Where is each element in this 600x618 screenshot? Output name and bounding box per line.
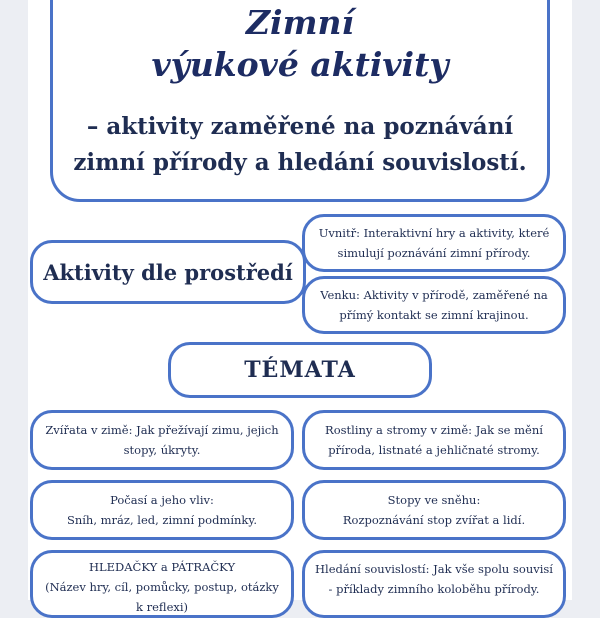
inside-line-1: Uvnitř: Interaktivní hry a aktivity, které <box>318 226 550 240</box>
title-box <box>50 0 550 202</box>
outside-line-1: Venku: Aktivity v přírodě, zaměřené na <box>320 288 548 302</box>
theme-card-connections <box>302 550 566 618</box>
theme-card-line: Stopy ve sněhu: <box>387 493 481 507</box>
subtitle-line-1: – aktivity zaměřené na poznávání <box>86 113 514 140</box>
theme-card-line: Hledání souvislostí: Jak vše spolu souvisí <box>315 562 553 576</box>
theme-card-line: příroda, listnaté a jehličnaté stromy. <box>328 443 540 457</box>
inside-line-2: simulují poznávání zimní přírody. <box>337 246 531 260</box>
theme-card-line: Sníh, mráz, led, zimní podmínky. <box>66 513 258 527</box>
theme-card-line: HLEDAČKY a PÁTRAČKY <box>88 560 236 574</box>
outside-activities-box <box>302 276 566 334</box>
theme-card-line: Zvířata v zimě: Jak přežívají zimu, jejich <box>45 423 279 437</box>
theme-card-animals <box>30 410 294 470</box>
title-line-1: Zimní <box>245 3 355 42</box>
theme-card-line: (Název hry, cíl, pomůcky, postup, otázky <box>45 580 279 594</box>
theme-card-line: Počasí a jeho vliv: <box>110 493 214 507</box>
subtitle-line-2: zimní přírody a hledání souvislostí. <box>73 149 527 176</box>
theme-card-search-games <box>30 550 294 618</box>
theme-card-line: - příklady zimního koloběhu přírody. <box>328 582 540 596</box>
environment-label: Aktivity dle prostředí <box>43 259 293 285</box>
theme-card-line: k reflexi) <box>135 600 189 614</box>
themes-heading-box <box>168 342 432 398</box>
outside-line-2: přímý kontakt se zimní krajinou. <box>339 308 529 322</box>
title-line-2: výukové aktivity <box>151 45 449 84</box>
theme-card-line: Rozpoznávání stop zvířat a lidí. <box>342 513 526 527</box>
theme-card-line: stopy, úkryty. <box>123 443 201 457</box>
theme-card-plants <box>302 410 566 470</box>
inside-activities-box <box>302 214 566 272</box>
environment-label-box <box>30 240 306 304</box>
theme-card-weather <box>30 480 294 540</box>
themes-heading: TÉMATA <box>244 357 356 383</box>
theme-card-line: Rostliny a stromy v zimě: Jak se mění <box>325 423 543 437</box>
theme-card-tracks <box>302 480 566 540</box>
